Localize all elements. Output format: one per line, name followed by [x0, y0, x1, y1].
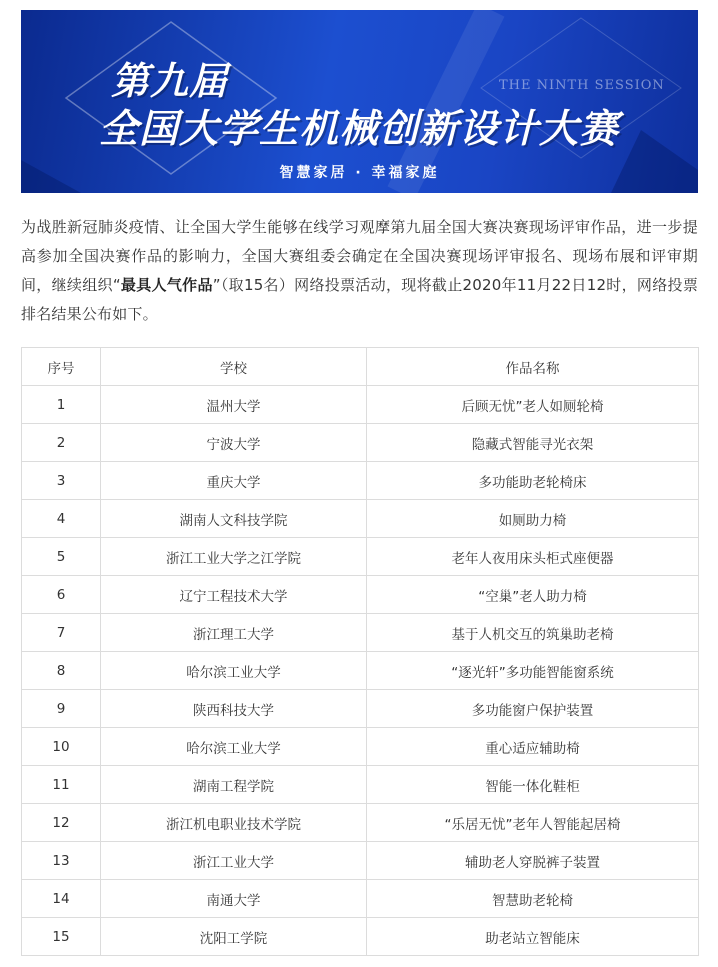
work-name-cell: 多功能助老轮椅床	[367, 462, 699, 500]
work-name-cell: 基于人机交互的筑巢助老椅	[367, 614, 699, 652]
rank-cell: 5	[22, 538, 101, 576]
school-cell: 哈尔滨工业大学	[101, 728, 367, 766]
table-row	[22, 728, 699, 766]
rank-cell: 6	[22, 576, 101, 614]
school-cell: 湖南工程学院	[101, 766, 367, 804]
table-row	[22, 500, 699, 538]
table-row	[22, 614, 699, 652]
work-name-cell: 老年人夜用床头柜式座便器	[367, 538, 699, 576]
table-row	[22, 462, 699, 500]
school-cell: 辽宁工程技术大学	[101, 576, 367, 614]
table-row	[22, 804, 699, 842]
rank-cell: 12	[22, 804, 101, 842]
header-school: 学校	[101, 348, 367, 386]
banner-title: 全国大学生机械创新设计大赛	[99, 107, 620, 152]
banner-session-en: THE NINTH SESSION	[499, 78, 665, 93]
school-cell: 浙江工业大学之江学院	[101, 538, 367, 576]
work-name-cell: “乐居无忧”老年人智能起居椅	[367, 804, 699, 842]
header-rank: 序号	[22, 348, 101, 386]
work-name-cell: 重心适应辅助椅	[367, 728, 699, 766]
school-cell: 湖南人文科技学院	[101, 500, 367, 538]
rank-cell: 4	[22, 500, 101, 538]
school-cell: 浙江工业大学	[101, 842, 367, 880]
rank-cell: 1	[22, 386, 101, 424]
ranking-table	[21, 347, 699, 956]
table-row	[22, 576, 699, 614]
rank-cell: 13	[22, 842, 101, 880]
banner-slogan: 智慧家居 · 幸福家庭	[279, 165, 440, 181]
work-name-cell: 智能一体化鞋柜	[367, 766, 699, 804]
table-row	[22, 766, 699, 804]
school-cell: 陕西科技大学	[101, 690, 367, 728]
school-cell: 重庆大学	[101, 462, 367, 500]
rank-cell: 7	[22, 614, 101, 652]
school-cell: 哈尔滨工业大学	[101, 652, 367, 690]
rank-cell: 3	[22, 462, 101, 500]
header-work: 作品名称	[367, 348, 699, 386]
rank-cell: 15	[22, 918, 101, 956]
table-header-row	[22, 348, 699, 386]
table-row	[22, 424, 699, 462]
work-name-cell: 智慧助老轮椅	[367, 880, 699, 918]
table-row	[22, 652, 699, 690]
event-banner	[21, 10, 698, 193]
banner-session-cn: 第九届	[111, 59, 229, 103]
rank-cell: 2	[22, 424, 101, 462]
work-name-cell: 助老站立智能床	[367, 918, 699, 956]
rank-cell: 8	[22, 652, 101, 690]
rank-cell: 11	[22, 766, 101, 804]
school-cell: 浙江理工大学	[101, 614, 367, 652]
table-row	[22, 842, 699, 880]
school-cell: 沈阳工学院	[101, 918, 367, 956]
school-cell: 温州大学	[101, 386, 367, 424]
table-body	[22, 386, 699, 956]
intro-text-after: ”（取15名）网络投票活动，现将截止2020年11月22日12时，网络投票排名结果公布如下。	[21, 276, 699, 323]
work-name-cell: 辅助老人穿脱裤子装置	[367, 842, 699, 880]
table-row	[22, 386, 699, 424]
rank-cell: 14	[22, 880, 101, 918]
work-name-cell: “逐光轩”多功能智能窗系统	[367, 652, 699, 690]
table-row	[22, 690, 699, 728]
school-cell: 浙江机电职业技术学院	[101, 804, 367, 842]
table-row	[22, 918, 699, 956]
rank-cell: 10	[22, 728, 101, 766]
intro-text-before: 为战胜新冠肺炎疫情、让全国大学生能够在线学习观摩第九届全国大赛决赛现场评审作品，进一步提高参加全国决赛作品的影响力，全国大赛组委会确定在全国决赛现场评审报名、现场布展和评审期间，继续组织“	[21, 218, 698, 294]
table-row	[22, 538, 699, 576]
school-cell: 南通大学	[101, 880, 367, 918]
work-name-cell: 后顾无忧”老人如厕轮椅	[367, 386, 699, 424]
work-name-cell: 多功能窗户保护装置	[367, 690, 699, 728]
work-name-cell: 隐藏式智能寻光衣架	[367, 424, 699, 462]
work-name-cell: 如厕助力椅	[367, 500, 699, 538]
work-name-cell: “空巢”老人助力椅	[367, 576, 699, 614]
intro-paragraph	[21, 213, 698, 329]
table-row	[22, 880, 699, 918]
rank-cell: 9	[22, 690, 101, 728]
school-cell: 宁波大学	[101, 424, 367, 462]
intro-highlight: 最具人气作品	[120, 276, 213, 294]
